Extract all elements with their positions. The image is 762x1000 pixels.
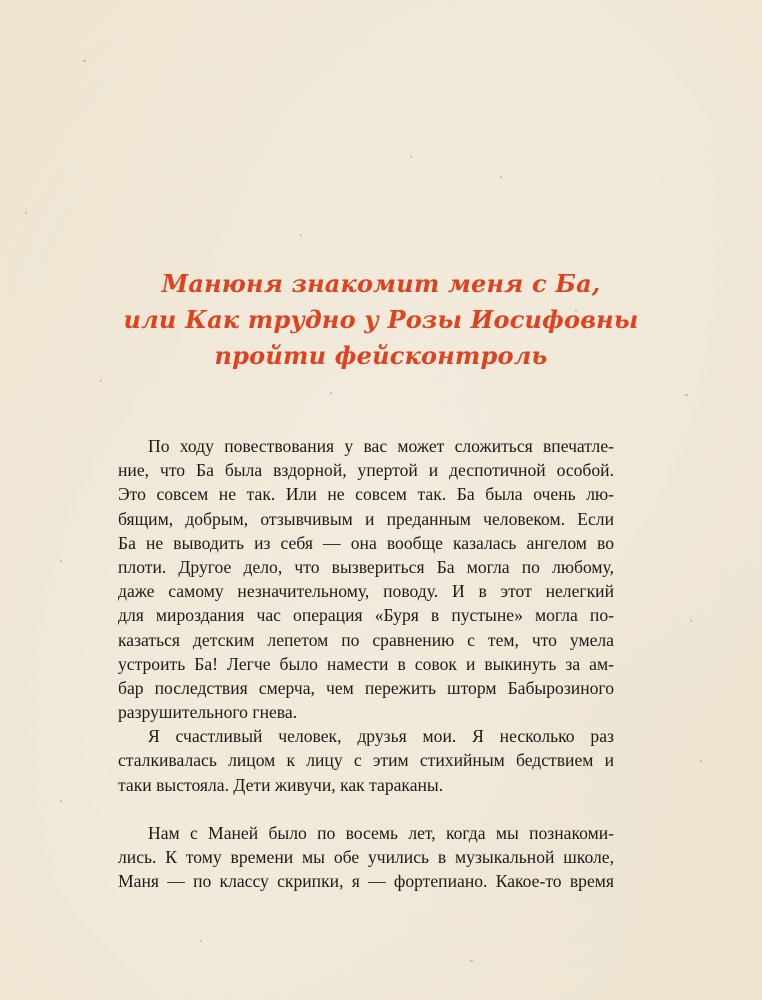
text-line: бящим, добрым, отзывчивым и преданным человеком. Если (118, 508, 614, 529)
paragraph (118, 434, 614, 724)
text-line: таки выстояла. Дети живучи, как тараканы. (118, 774, 444, 795)
paper-speck (470, 960, 473, 962)
paper-speck (685, 394, 688, 396)
paragraph (118, 724, 614, 797)
chapter-title-line: пройти фейсконтроль (214, 341, 548, 370)
paper-speck (700, 760, 702, 762)
paper-speck (690, 620, 692, 622)
chapter-title-line: Манюня знакомит меня с Ба, (161, 269, 601, 298)
chapter-body (118, 434, 614, 894)
text-line: Я счастливый человек, друзья мои. Я несколько раз (148, 726, 614, 747)
text-line: бар последствия смерча, чем пережить шторм Бабырозиного (118, 677, 614, 698)
paper-speck (25, 212, 27, 214)
paragraph (118, 821, 614, 894)
text-line: даже самому незначительному, поводу. И в этот нелегкий (118, 581, 614, 602)
paper-speck (60, 560, 62, 562)
chapter-title-line: или Как трудно у Розы Иосифовны (123, 305, 639, 334)
paper-speck (100, 380, 102, 382)
paper-speck (83, 60, 86, 62)
text-line: По ходу повествования у вас может сложиться впечатле- (148, 436, 614, 456)
text-line: лись. К тому времени мы обе учились в музыкальной школе, (118, 847, 614, 868)
chapter-title (0, 266, 762, 374)
text-line: устроить Ба! Легче было намести в совок и выкинуть за ам- (118, 653, 614, 674)
text-line: Ба не выводить из себя — она вообще казалась ангелом во (118, 532, 614, 553)
text-line: сталкивалась лицом к лицу с этим стихийным бедствием и (118, 750, 614, 771)
section-gap (118, 797, 614, 821)
text-line: для мироздания час операция «Буря в пустыне» могла по- (118, 605, 614, 626)
paper-speck (60, 800, 62, 802)
text-line: Маня — по классу скрипки, я — фортепиано. Какое-то время (118, 871, 614, 892)
text-line: разрушительного гнева. (118, 702, 298, 723)
text-line: ние, что Ба была вздорной, упертой и деспотичной особой. (118, 460, 614, 481)
paper-speck (500, 176, 502, 178)
paper-speck (330, 392, 332, 394)
paper-speck (200, 940, 202, 942)
text-line: плоти. Другое дело, что вызвериться Ба могла по любому, (118, 556, 614, 577)
paper-speck (410, 156, 412, 158)
text-line: Это совсем не так. Или не совсем так. Ба была очень лю- (118, 484, 614, 505)
text-line: Нам с Маней было по восемь лет, когда мы познакоми- (148, 823, 614, 843)
paper-speck (300, 234, 302, 236)
text-line: казаться детским лепетом по сравнению с тем, что умела (118, 629, 614, 650)
